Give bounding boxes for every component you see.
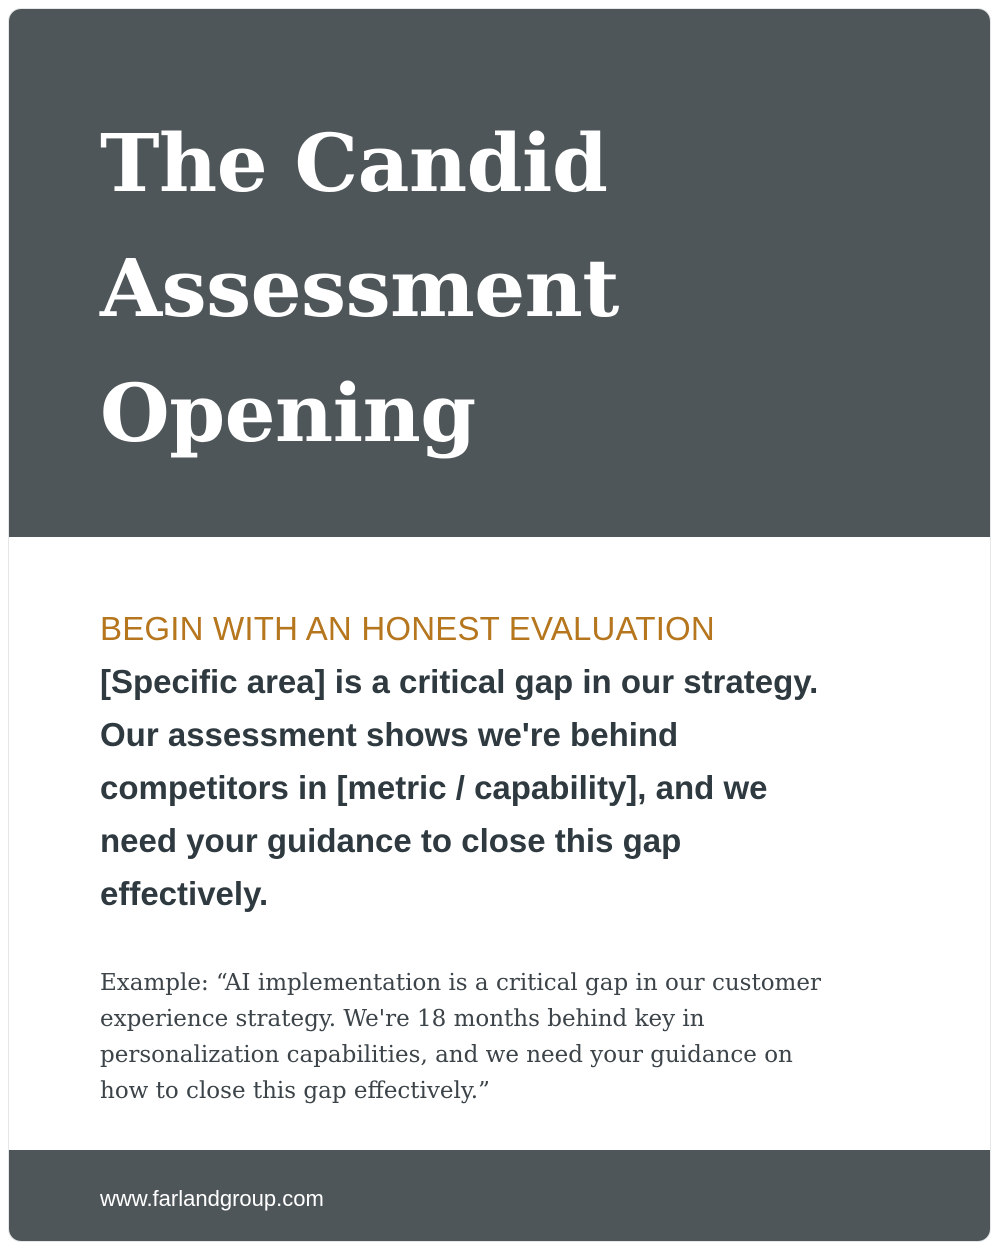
content-panel [9,537,990,1150]
section-eyebrow: BEGIN WITH AN HONEST EVALUATION [100,610,715,647]
card [9,9,990,1241]
website-url: www.farlandgroup.com [100,1186,324,1211]
page-title: The Candid Assessment Opening [100,116,619,460]
footer-bar [9,1150,990,1241]
example-text: Example: “AI implementation is a critical gap in our customer experience strategy. We're 18 months behind key in personalization capabilities, and we need your guidance on how to close this gap effectively.” [100,970,821,1104]
header-panel [9,9,990,537]
template-statement: [Specific area] is a critical gap in our strategy. Our assessment shows we're behind competitors in [metric / capability], and we need your guidance to close this gap effectively. [100,663,819,912]
